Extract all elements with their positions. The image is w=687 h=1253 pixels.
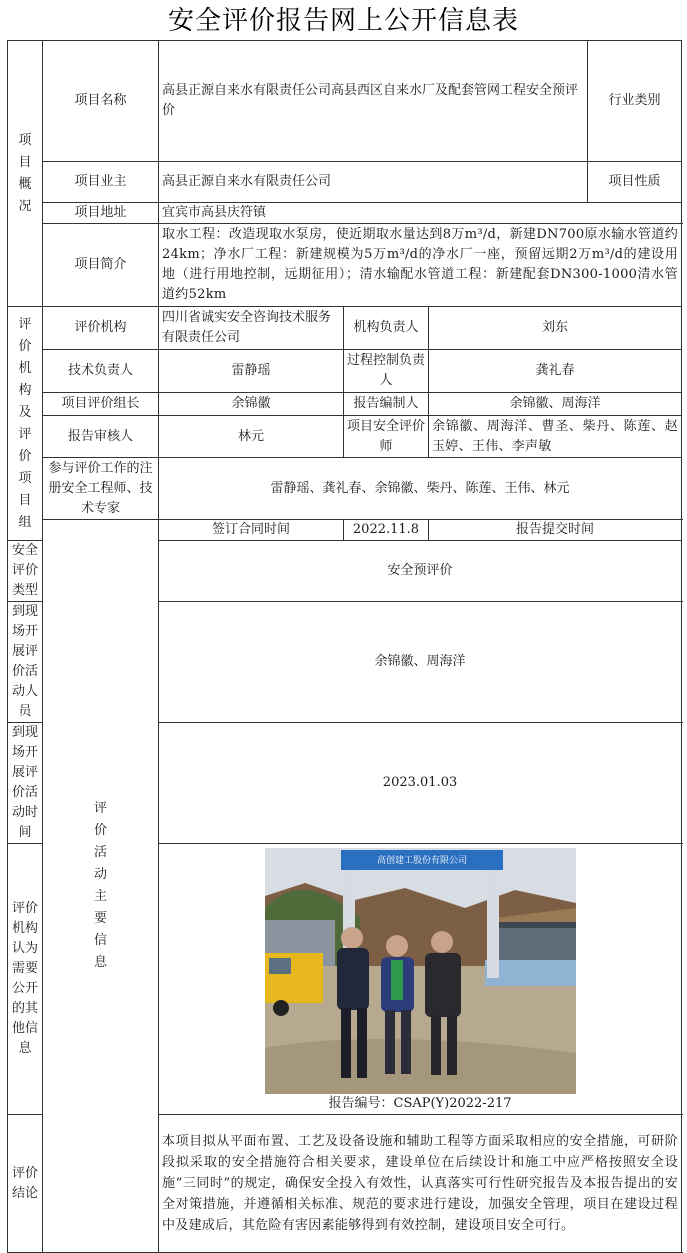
process-label: 过程控制负责人 xyxy=(344,350,429,393)
process-value: 龚礼春 xyxy=(429,350,682,393)
onsite-time-label: 到现场开展评价活动时间 xyxy=(8,723,43,844)
agency-value: 四川省诚实安全咨询技术服务有限责任公司 xyxy=(159,307,344,350)
author-value: 余锦徽、周海洋 xyxy=(429,393,682,416)
conclusion-value: 本项目拟从平面布置、工艺及设备设施和辅助工程等方面采取相应的安全措施，可研阶段拟采取的安全措施符合相关要求，建设单位在后续设计和施工中应严格按照安全设施“三同时”的规定，确保安全投入有效性，认真落实可行性研究报告及本报告提出的安全对策措施，并遵循相关标准、规范的要求进行建设，加强安全管理，项目在建设过程中及建成后，其危险有害因素能够得到有效控制，建设项目安全可行。 xyxy=(159,1115,682,1253)
contract-label: 签订合同时间 xyxy=(159,520,344,541)
industry-label: 行业类别 xyxy=(588,41,682,162)
onsite-time-value: 2023.01.03 xyxy=(159,723,682,844)
head-value: 刘东 xyxy=(429,307,682,350)
address-value: 宜宾市高县庆符镇 xyxy=(159,203,682,224)
address-label: 项目地址 xyxy=(43,203,159,224)
reviewer-label: 报告审核人 xyxy=(43,416,159,458)
tech-value: 雷静瑶 xyxy=(159,350,344,393)
assessor-value: 余锦徽、周海洋、曹圣、柴丹、陈莲、赵玉婷、王伟、李声敏 xyxy=(429,416,682,458)
report-number: 报告编号：CSAP(Y)2022-217 xyxy=(328,1095,512,1111)
conclusion-label: 评价结论 xyxy=(8,1115,43,1253)
experts-value: 雷静瑶、龚礼春、余锦徽、柴丹、陈莲、王伟、林元 xyxy=(159,458,682,520)
author-label: 报告编制人 xyxy=(344,393,429,416)
agency-label: 评价机构 xyxy=(43,307,159,350)
svg-text:高创建工股份有限公司: 高创建工股份有限公司 xyxy=(376,855,467,866)
type-label: 安全评价类型 xyxy=(8,541,43,602)
other-info-cell xyxy=(159,844,682,1115)
intro-value: 取水工程：改造现取水泵房，使近期取水量达到8万m³/d，新建DN700原水输水管道约24km；净水厂工程：新建规模为5万m³/d的净水厂一座，预留远期2万m³/d的建设用地（进行用地控制，远期征用）；清水输配水管道工程：新建配套DN300-1000清水管道约52km xyxy=(159,224,682,307)
intro-label: 项目简介 xyxy=(43,224,159,307)
section-activity: 评价活动主要信息 xyxy=(43,520,159,1253)
contract-value: 2022.11.8 xyxy=(344,520,429,541)
project-name-value: 高县正源自来水有限责任公司高县西区自来水厂及配套管网工程安全预评价 xyxy=(159,41,588,162)
project-name-label: 项目名称 xyxy=(43,41,159,162)
submit-label: 报告提交时间 xyxy=(429,520,682,541)
head-label: 机构负责人 xyxy=(344,307,429,350)
tech-label: 技术负责人 xyxy=(43,350,159,393)
other-info-label: 评价机构认为需要公开的其他信息 xyxy=(8,844,43,1115)
section-org: 评价机构及评价项目组 xyxy=(8,307,43,541)
assessor-label: 项目安全评价师 xyxy=(344,416,429,458)
reviewer-value: 林元 xyxy=(159,416,344,458)
nature-label: 项目性质 xyxy=(588,162,682,203)
type-value: 安全预评价 xyxy=(159,541,682,602)
section-overview: 项目概况 xyxy=(8,41,43,307)
page-title: 安全评价报告网上公开信息表 xyxy=(167,6,519,36)
onsite-people-value: 余锦徽、周海洋 xyxy=(159,602,682,723)
onsite-people-label: 到现场开展评价活动人员 xyxy=(8,602,43,723)
leader-value: 余锦徽 xyxy=(159,393,344,416)
owner-label: 项目业主 xyxy=(43,162,159,203)
owner-value: 高县正源自来水有限责任公司 xyxy=(159,162,588,203)
info-table xyxy=(7,40,682,1253)
leader-label: 项目评价组长 xyxy=(43,393,159,416)
experts-label: 参与评价工作的注册安全工程师、技术专家 xyxy=(43,458,159,520)
